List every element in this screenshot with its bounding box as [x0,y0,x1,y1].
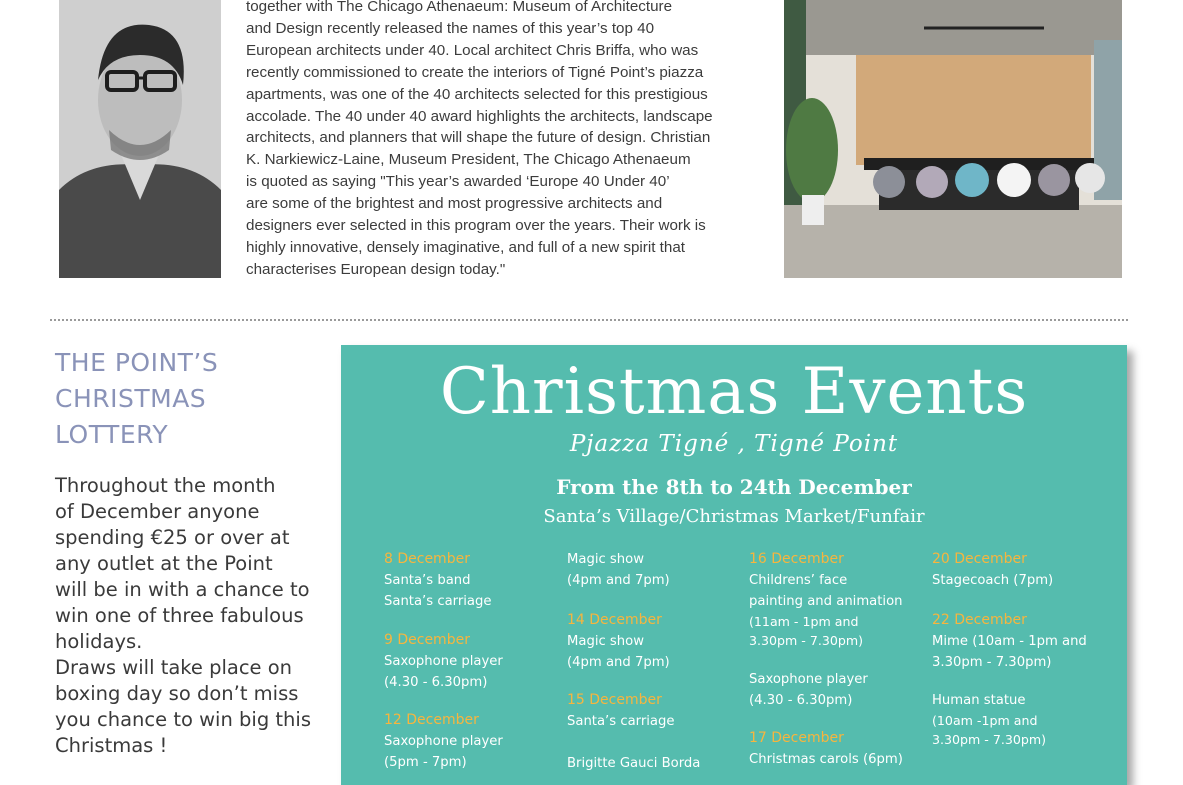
christmas-events-panel [341,345,1127,785]
event-item: Stagecoach (7pm) [932,573,1054,588]
article-line: designers ever selected in this program over the years. Their work is [246,217,706,235]
event-item: Christmas carols (6pm) [749,752,903,767]
lottery-line: win one of three fabulous [55,604,304,627]
article-line: architects, and planners that will shape the future of design. Christian [246,129,711,147]
event-item: Brigitte Gauci Borda [567,756,701,771]
lottery-heading-line: THE POINT’S [55,348,219,377]
event-date: 20 December [932,551,1027,567]
event-block [567,690,749,774]
event-block [384,710,566,773]
event-time: (4pm and 7pm) [567,655,670,670]
event-block [749,728,931,770]
event-block [384,630,566,693]
event-item: Santa’s band [384,573,471,588]
article-line: is quoted as saying "This year’s awarded ‘Europe 40 Under 40’ [246,173,670,191]
event-date: 16 December [749,551,844,567]
event-item: Mime (10am - 1pm and [932,634,1087,649]
events-title: Christmas Events [439,355,1029,429]
event-time: (4.30 - 6.30pm) [384,675,488,690]
event-block [567,610,749,673]
article-text [246,0,758,281]
event-date: 8 December [384,551,470,567]
event-time: (10am -1pm and [932,713,1038,728]
event-time: (5pm - 7pm) [384,755,467,770]
article-line: European architects under 40. Local architect Chris Briffa, who was [246,41,699,59]
event-date: 12 December [384,712,479,728]
event-date: 22 December [932,612,1027,628]
article-line: K. Narkiewicz-Laine, Museum President, The Chicago Athenaeum [246,151,691,169]
lottery-line: of December anyone [55,500,260,523]
lottery-line: you chance to win big this [55,708,311,731]
events-date-range: From the 8th to 24th December [556,475,912,499]
event-time: 3.30pm - 7.30pm) [932,732,1047,747]
article-line: together with The Chicago Athenaeum: Museum of Architecture [246,0,673,15]
article-line: are some of the brightest and most progressive architects and [246,195,663,213]
lottery-line: boxing day so don’t miss [55,682,299,705]
lottery-heading-line: LOTTERY [55,420,169,449]
event-time: 3.30pm - 7.30pm) [749,633,864,648]
interior-dining-photo [784,0,1122,278]
architect-portrait-photo [59,0,221,278]
event-block [384,549,566,612]
event-time: 3.30pm - 7.30pm) [932,655,1052,670]
event-block [749,549,931,650]
lottery-line: holidays. [55,630,143,653]
event-item: painting and animation [749,594,903,609]
article-line: characterises European design today." [246,260,506,278]
event-date: 15 December [567,692,662,708]
event-date: 9 December [384,632,470,648]
event-block [567,549,749,591]
event-date: 14 December [567,612,662,628]
article-line: and Design recently released the names of this year’s top 40 [246,19,655,37]
event-item: Childrens’ face [749,573,848,588]
lottery-line: spending €25 or over at [55,526,290,549]
event-item: Santa’s carriage [567,714,675,729]
lottery-line: Draws will take place on [55,656,293,679]
event-item: Human statue [932,693,1026,708]
event-item: Saxophone player [749,672,868,687]
article-line: highly innovative, densely imaginative, and full of a new spirit that [246,238,685,256]
event-date: 17 December [749,730,844,746]
lottery-description [55,473,311,759]
article-line: apartments, was one of the 40 architects selected for this prestigious [246,85,708,103]
event-block [749,669,931,711]
lottery-heading-line: CHRISTMAS [55,384,207,413]
event-item: Saxophone player [384,654,503,669]
lottery-line: Throughout the month [55,474,276,497]
event-item: Magic show [567,552,645,567]
event-item: Saxophone player [384,734,503,749]
lottery-line: Christmas ! [55,734,168,757]
article-line: recently commissioned to create the interiors of Tigné Point’s piazza [246,63,704,81]
event-time: (4pm and 7pm) [567,573,670,588]
dotted-divider [50,319,1128,321]
event-time: (4.30 - 6.30pm) [749,693,853,708]
lottery-line: will be in with a chance to [55,578,310,601]
event-time: (11am - 1pm and [749,614,859,629]
event-item: Magic show [567,634,645,649]
events-tagline: Santa’s Village/Christmas Market/Funfair [543,506,925,527]
article-line: accolade. The 40 under 40 award highlights the architects, landscape [246,107,713,125]
lottery-line: any outlet at the Point [55,552,273,575]
lottery-heading [55,345,305,453]
events-venue: Pjazza Tigné , Tigné Point [569,431,899,457]
event-block [932,610,1114,673]
event-block [932,549,1114,591]
event-block [932,690,1114,749]
event-item: Santa’s carriage [384,594,492,609]
